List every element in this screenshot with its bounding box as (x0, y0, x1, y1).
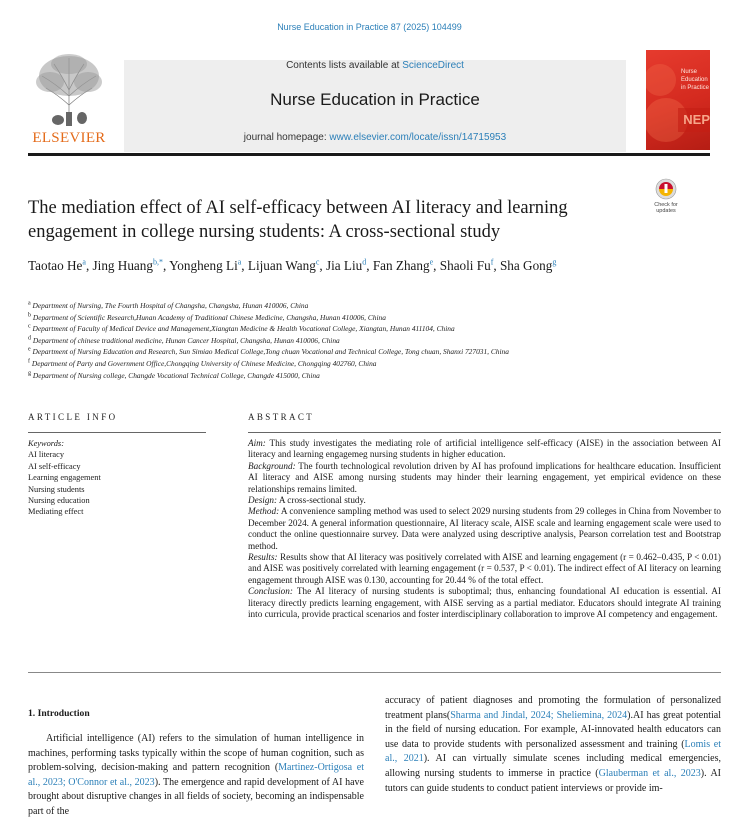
author-affiliation-marker[interactable]: a (82, 257, 86, 267)
keyword-item: Mediating effect (28, 507, 84, 517)
author-name[interactable]: Yongheng Li (169, 258, 238, 273)
affiliation-letter: f (28, 358, 30, 365)
author-name[interactable]: Jia Liu (325, 258, 363, 273)
keyword-item: AI literacy (28, 450, 65, 460)
check-label-line2: updates (656, 208, 676, 214)
article-info-divider (28, 432, 206, 433)
author-affiliation-marker[interactable]: b,* (152, 257, 163, 267)
background-text: The fourth technological revolution driven by AI has profound implications for healthcare education. Insufficient AI literacy and AISE among nursing students may hinder their learning engagement, yet empirical evidence on these relationships remains limited. (248, 460, 721, 494)
elsevier-tree-icon (28, 50, 110, 130)
abstract-method (248, 506, 721, 552)
author-affiliation-marker[interactable]: g (552, 257, 557, 267)
affiliation-list (28, 300, 688, 381)
sciencedirect-link[interactable]: ScienceDirect (402, 60, 464, 71)
author-affiliation-marker[interactable]: e (429, 257, 434, 267)
journal-banner (124, 60, 626, 152)
journal-title: Nurse Education in Practice (270, 90, 480, 109)
article-info-heading: ARTICLE INFO (28, 412, 118, 422)
homepage-prefix: journal homepage: (243, 132, 330, 143)
background-label: Background: (248, 460, 296, 471)
author-separator: , (433, 258, 440, 273)
cover-art-icon (646, 50, 710, 150)
affiliation-item (28, 323, 688, 335)
citation-link[interactable]: Sharma and Jindal, 2024; Sheliemina, 2024 (450, 709, 628, 721)
elsevier-wordmark: ELSEVIER (32, 130, 106, 146)
author-affiliation-marker[interactable]: c (315, 257, 320, 267)
abstract-divider (248, 432, 721, 433)
author-affiliation-marker[interactable]: f (490, 257, 494, 267)
elsevier-logo (28, 50, 110, 150)
affiliation-item (28, 300, 688, 312)
author-separator: , (319, 258, 326, 273)
intro-text: Artificial intelligence (AI) refers to the simulation of human intelligence in machines, performing tasks typically within the scope of human cognition, such as problem-solving, decision-making and pattern recognition ( (28, 733, 364, 774)
affiliation-letter: b (28, 312, 31, 319)
author-separator: , (493, 258, 500, 273)
affiliation-item (28, 370, 688, 382)
affiliation-letter: c (28, 323, 31, 330)
aim-text: This study investigates the mediating role of artificial intelligence self-efficacy (AISE) in the association between AI literacy and learning engagemeg nursing students in higher education. (248, 438, 721, 460)
author-name[interactable]: Lijuan Wang (247, 258, 316, 273)
body-column-right (385, 694, 721, 796)
abstract-design (248, 495, 721, 506)
masthead (28, 50, 710, 156)
affiliation-text: Department of Party and Government Office,Chongqing University of Chinese Medicine, Chongqing 402760, China (31, 358, 377, 368)
author-name[interactable]: Fan Zhang (372, 258, 430, 273)
affiliation-item (28, 358, 688, 370)
intro-text: accuracy of patient diagnoses and promoting the formulation of personalized treatment plans( (385, 695, 721, 721)
homepage-line (124, 132, 626, 143)
affiliation-text: Department of Nursing, The Fourth Hospital of Changsha, Changsha, Hunan 410006, China (32, 301, 309, 310)
method-text: A convenience sampling method was used to select 2029 nursing students from 29 colleges in China from November to December 2024. A general information questionnaire, AI literacy scale, AISE scale and learning engagement scale were used to conduct the online questionnaire survey. Data were analyzed using descriptive analysis, Pearson correlation test and Bootstrap method. (248, 506, 721, 551)
keyword-item: Nursing education (28, 496, 90, 506)
cover-title: Nurse Education in Practice (681, 69, 710, 91)
contents-line (124, 60, 626, 71)
affiliation-item (28, 335, 688, 347)
affiliation-item (28, 346, 688, 358)
affiliation-text: Department of chinese traditional medicine, Hunan Cancer Hospital, Changsha, Hunan 410006, China (32, 335, 340, 345)
affiliation-letter: e (28, 346, 31, 353)
homepage-link[interactable]: www.elsevier.com/locate/issn/14715953 (329, 132, 507, 143)
introduction-heading: 1. Introduction (28, 708, 90, 719)
keyword-item: AI self-efficacy (28, 461, 81, 471)
affiliation-text: Department of Faculty of Medical Device and Management,Xiangtan Medicine & Health Vocational College, Xiangtan, Hunan 411104, China (32, 324, 455, 334)
results-label: Results: (248, 552, 278, 563)
check-label-line1: Check for (654, 202, 678, 208)
design-text: A cross-sectional study. (277, 495, 366, 506)
check-for-updates-badge[interactable] (646, 178, 686, 212)
author-separator: , (366, 258, 373, 273)
intro-text: ). AI can virtually simulate scenes including medical emergencies, allowing nursing students to immerse in practice ( (385, 753, 721, 779)
abstract-results (248, 552, 721, 586)
author-separator: , (162, 258, 170, 273)
author-separator: , (241, 258, 248, 273)
citation-link[interactable]: Lomis et al., 2021 (385, 738, 721, 765)
intro-text: ). The emergence and rapid development of AI have brought about disruptive changes in all fields of society, becoming an indispensable part of the (28, 776, 365, 817)
article-title: The mediation effect of AI self-efficacy between AI literacy and learning engagement in college nursing students: A cross-sectional study (28, 198, 568, 242)
affiliation-letter: g (28, 370, 31, 377)
intro-text: ). AI tutors can guide students to conduct patient interviews or provide im- (385, 767, 721, 794)
author-affiliation-marker[interactable]: a (237, 257, 242, 267)
keywords-heading: Keywords: (28, 439, 64, 448)
affiliation-text: Department of Scientific Research,Hunan Academy of Traditional Chinese Medicine, Changsha, Hunan 410006, China (32, 312, 386, 322)
author-affiliation-marker[interactable]: d (362, 257, 367, 267)
keyword-item: Nursing students (28, 484, 85, 494)
keywords-block (28, 438, 206, 518)
author-name[interactable]: Taotao He (28, 258, 83, 273)
intro-text: ).AI has great potential in the field of nursing education. For example, AI-innovated health educators can use data to provide students with personalized assessment and training ( (385, 709, 722, 750)
design-label: Design: (248, 495, 278, 506)
author-separator: , (85, 258, 93, 273)
check-for-updates-label (646, 202, 686, 214)
method-label: Method: (248, 506, 280, 517)
abstract-conclusion (248, 586, 721, 620)
abstract-background (248, 461, 721, 495)
body-column-left (28, 732, 364, 819)
keyword-item: Learning engagement (28, 473, 101, 483)
author-name[interactable]: Shaoli Fu (439, 258, 491, 273)
citation-link[interactable]: Glauberman et al., 2023 (598, 767, 701, 779)
abstract-heading: ABSTRACT (248, 412, 315, 422)
abstract-bottom-divider (28, 672, 721, 673)
journal-reference[interactable]: Nurse Education in Practice 87 (2025) 104499 (277, 22, 462, 32)
conclusion-text: The AI literacy of nursing students is suboptimal; thus, enhancing foundational AI education is essential. AI literacy directly predicts learning engagement, with AISE serving as a partial mediator. Educators should integrate AI training into curricula, provide practical scenarios and foster interdisciplinary collaboration to improve AI competency and engagement. (248, 586, 721, 620)
check-for-updates-icon (646, 178, 686, 202)
affiliation-letter: d (28, 335, 31, 342)
affiliation-item (28, 312, 688, 324)
author-name[interactable]: Sha Gong (499, 258, 553, 273)
affiliation-text: Department of Nursing college, Changde Vocational Technical College, Changde 415000, China (32, 370, 320, 380)
affiliation-text: Department of Nursing Education and Research, Sun Simiao Medical College,Tong chuan Vocational and Technical College, Tong chuan, Shanxi 727031, China (32, 347, 509, 357)
cover-mark: NEP (683, 112, 710, 127)
abstract-body (248, 438, 721, 621)
conclusion-label: Conclusion: (248, 586, 293, 597)
aim-label: Aim: (248, 438, 266, 448)
abstract-aim (248, 438, 721, 461)
author-list (28, 256, 648, 275)
results-text: Results show that AI literacy was positively correlated with AISE and learning engagement (r = 0.462–0.435, P < 0.01) and AISE was positively correlated with learning engagement (r = 0.537, P < 0.01). The indirect effect of AI literacy on learning engagement through AISE was 0.130, accounting for 20.44 % of the total effect. (248, 552, 721, 585)
citation-link[interactable]: Martinez-Ortigosa et al., 2023; O'Connor et al., 2023 (28, 762, 364, 788)
author-name[interactable]: Jing Huang (92, 258, 153, 273)
affiliation-letter: a (28, 300, 31, 307)
journal-cover[interactable] (646, 50, 710, 150)
contents-prefix: Contents lists available at (286, 60, 403, 71)
